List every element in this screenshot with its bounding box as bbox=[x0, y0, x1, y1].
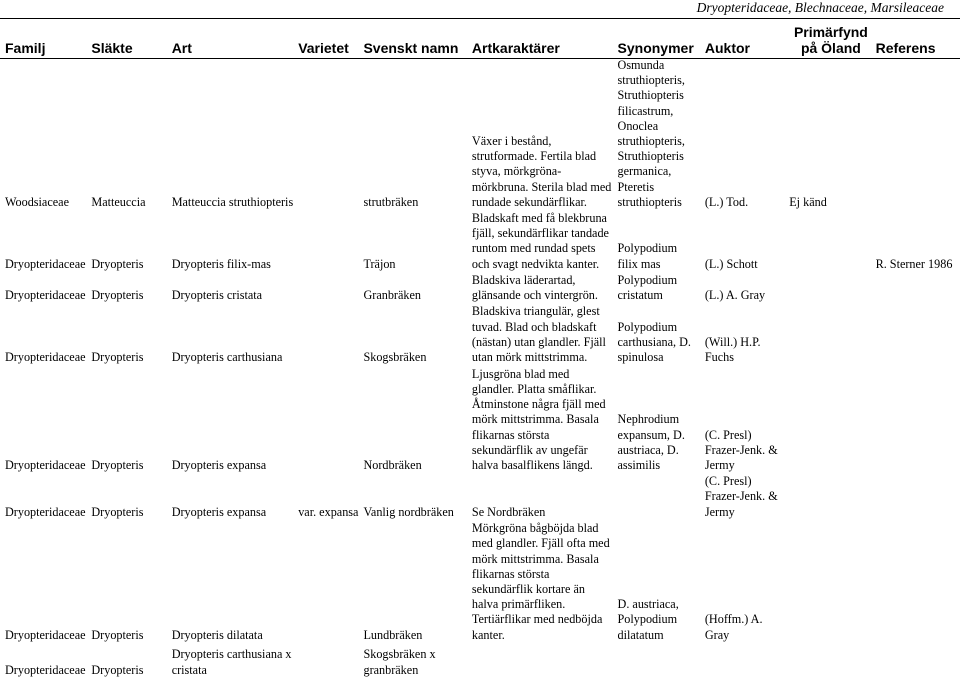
cell-karaktar: Bladskiva triangulär, glest tuvad. Blad och bladskaft (nästan) utan glandler. Fjäll utan mörk mittstrimma. bbox=[471, 304, 606, 365]
cell-auktor: (C. Presl) Frazer-Jenk. & Jermy bbox=[704, 474, 778, 519]
cell-svenskt: Vanlig nordbräken bbox=[363, 504, 454, 519]
col-header-art: Art bbox=[171, 40, 192, 56]
table-body bbox=[2, 58, 958, 679]
cell-auktor: (Will.) H.P. Fuchs bbox=[704, 334, 761, 365]
cell-karaktar: Se Nordbräken bbox=[471, 504, 546, 519]
cell-familj: Dryopteridaceae bbox=[5, 288, 86, 303]
cell-synonymer bbox=[615, 474, 702, 521]
cell-art: Dryopteris carthusiana bbox=[171, 350, 283, 365]
cell-svenskt: strutbräken bbox=[363, 194, 419, 209]
cell-varietet bbox=[295, 644, 360, 679]
col-header-artkaraktarer: Artkaraktärer bbox=[471, 40, 560, 56]
cell-auktor: (L.) Tod. bbox=[704, 194, 749, 209]
cell-art: Dryopteris carthusiana x cristata bbox=[171, 647, 292, 677]
cell-slakte: Dryopteris bbox=[91, 256, 144, 271]
cell-primarfynd bbox=[786, 273, 872, 304]
cell-varietet bbox=[295, 58, 360, 211]
col-header-referens: Referens bbox=[875, 40, 936, 56]
cell-karaktar bbox=[469, 644, 615, 679]
cell-varietet bbox=[295, 366, 360, 474]
col-header-svenskt-namn: Svenskt namn bbox=[363, 40, 459, 56]
col-header-varietet: Varietet bbox=[298, 40, 349, 56]
cell-familj: Dryopteridaceae bbox=[5, 504, 86, 519]
cell-referens bbox=[873, 58, 958, 211]
cell-slakte: Dryopteris bbox=[91, 288, 144, 303]
cell-familj: Dryopteridaceae bbox=[5, 662, 86, 677]
cell-referens bbox=[873, 474, 958, 521]
col-header-slakte: Släkte bbox=[91, 40, 133, 56]
cell-synonymer: Osmunda struthiopteris, Struthiopteris filicastrum, Onoclea struthiopteris, Struthiopteris germanica, Pteretis struthiopteris bbox=[617, 58, 685, 209]
cell-art: Dryopteris expansa bbox=[171, 458, 267, 473]
cell-svenskt: Lundbräken bbox=[363, 627, 423, 642]
cell-varietet bbox=[295, 211, 360, 273]
col-header-primarfynd: Primärfynd på Öland bbox=[793, 24, 868, 56]
table-row bbox=[2, 304, 958, 366]
cell-art: Matteuccia struthiopteris bbox=[171, 194, 294, 209]
cell-referens: R. Sterner 1986 bbox=[875, 256, 953, 271]
cell-art: Dryopteris expansa bbox=[171, 504, 267, 519]
cell-primarfynd bbox=[786, 474, 872, 521]
cell-art: Dryopteris filix-mas bbox=[171, 256, 271, 271]
cell-referens bbox=[873, 644, 958, 679]
col-header-familj: Familj bbox=[5, 40, 46, 56]
table-row bbox=[2, 58, 958, 211]
table-row bbox=[2, 474, 958, 521]
cell-karaktar: Ljusgröna blad med glandler. Platta småflikar. Åtminstone några fjäll med mörk mittstrimma. Basala flikarnas största sekundärflik av ungefär halva basalflikens längd. bbox=[471, 366, 606, 473]
cell-primarfynd: Ej känd bbox=[789, 194, 827, 209]
cell-familj: Dryopteridaceae bbox=[5, 350, 86, 365]
cell-varietet: var. expansa bbox=[298, 504, 359, 519]
cell-referens bbox=[873, 304, 958, 366]
cell-synonymer: Polypodium cristatum bbox=[617, 272, 678, 303]
cell-slakte: Matteuccia bbox=[91, 194, 146, 209]
header-top-rule bbox=[0, 18, 960, 19]
cell-synonymer: D. austriaca, Polypodium dilatatum bbox=[617, 597, 679, 642]
cell-primarfynd bbox=[786, 366, 872, 474]
cell-art: Dryopteris dilatata bbox=[171, 627, 263, 642]
cell-auktor bbox=[702, 644, 786, 679]
cell-varietet bbox=[295, 273, 360, 304]
cell-slakte: Dryopteris bbox=[91, 504, 144, 519]
cell-svenskt: Nordbräken bbox=[363, 458, 422, 473]
cell-familj: Dryopteridaceae bbox=[5, 627, 86, 642]
cell-slakte: Dryopteris bbox=[91, 662, 144, 677]
cell-primarfynd bbox=[786, 211, 872, 273]
col-header-synonymer: Synonymer bbox=[617, 40, 694, 56]
cell-synonymer bbox=[615, 644, 702, 679]
cell-primarfynd bbox=[786, 304, 872, 366]
cell-art: Dryopteris cristata bbox=[171, 288, 263, 303]
cell-varietet bbox=[295, 521, 360, 644]
species-table bbox=[2, 22, 958, 679]
table-row bbox=[2, 521, 958, 644]
cell-varietet bbox=[295, 304, 360, 366]
running-header: Dryopteridaceae, Blechnaceae, Marsileaceae bbox=[696, 0, 944, 15]
cell-slakte: Dryopteris bbox=[91, 458, 144, 473]
cell-slakte: Dryopteris bbox=[91, 627, 144, 642]
cell-svenskt: Träjon bbox=[363, 256, 396, 271]
header-row bbox=[2, 22, 958, 58]
cell-svenskt: Granbräken bbox=[363, 288, 421, 303]
cell-karaktar: Växer i bestånd, strutformade. Fertila blad styva, mörkgröna-mörkbruna. Sterila blad med rundade sekundärflikar. bbox=[471, 134, 612, 209]
col-header-auktor: Auktor bbox=[704, 40, 750, 56]
cell-referens bbox=[873, 521, 958, 644]
table-row bbox=[2, 366, 958, 474]
cell-karaktar: Mörkgröna bågböjda blad med glandler. Fjäll ofta med mörk mittstrimma. Basala flikarnas största sekundärflik kortare än halva primärfliken. Tertiärflikar med nedböjda kanter. bbox=[471, 521, 610, 642]
cell-auktor: (C. Presl) Frazer-Jenk. & Jermy bbox=[704, 427, 778, 473]
table-row bbox=[2, 273, 958, 304]
cell-familj: Dryopteridaceae bbox=[5, 458, 86, 473]
table-row bbox=[2, 211, 958, 273]
cell-svenskt: Skogsbräken bbox=[363, 350, 427, 365]
cell-primarfynd bbox=[786, 521, 872, 644]
cell-synonymer: Polypodium carthusiana, D. spinulosa bbox=[617, 319, 691, 365]
cell-referens bbox=[873, 273, 958, 304]
cell-referens bbox=[873, 366, 958, 474]
cell-synonymer: Nephrodium expansum, D. austriaca, D. assimilis bbox=[617, 412, 685, 473]
table-row bbox=[2, 644, 958, 679]
cell-auktor: (Hoffm.) A. Gray bbox=[704, 612, 763, 642]
cell-familj: Woodsiaceae bbox=[5, 194, 69, 209]
cell-familj: Dryopteridaceae bbox=[5, 256, 86, 271]
cell-auktor: (L.) A. Gray bbox=[704, 288, 766, 303]
cell-karaktar: Bladskaft med få blekbruna fjäll, sekundärflikar tandade runtom med rundad spets och svagt nedvikta kanter. bbox=[471, 211, 609, 271]
cell-svenskt: Skogsbräken x granbräken bbox=[363, 647, 436, 677]
cell-synonymer: Polypodium filix mas bbox=[617, 241, 678, 271]
cell-karaktar: Bladskiva läderartad, glänsande och vintergrön. bbox=[471, 272, 598, 303]
cell-primarfynd bbox=[786, 644, 872, 679]
cell-slakte: Dryopteris bbox=[91, 350, 144, 365]
cell-auktor: (L.) Schott bbox=[704, 256, 758, 271]
